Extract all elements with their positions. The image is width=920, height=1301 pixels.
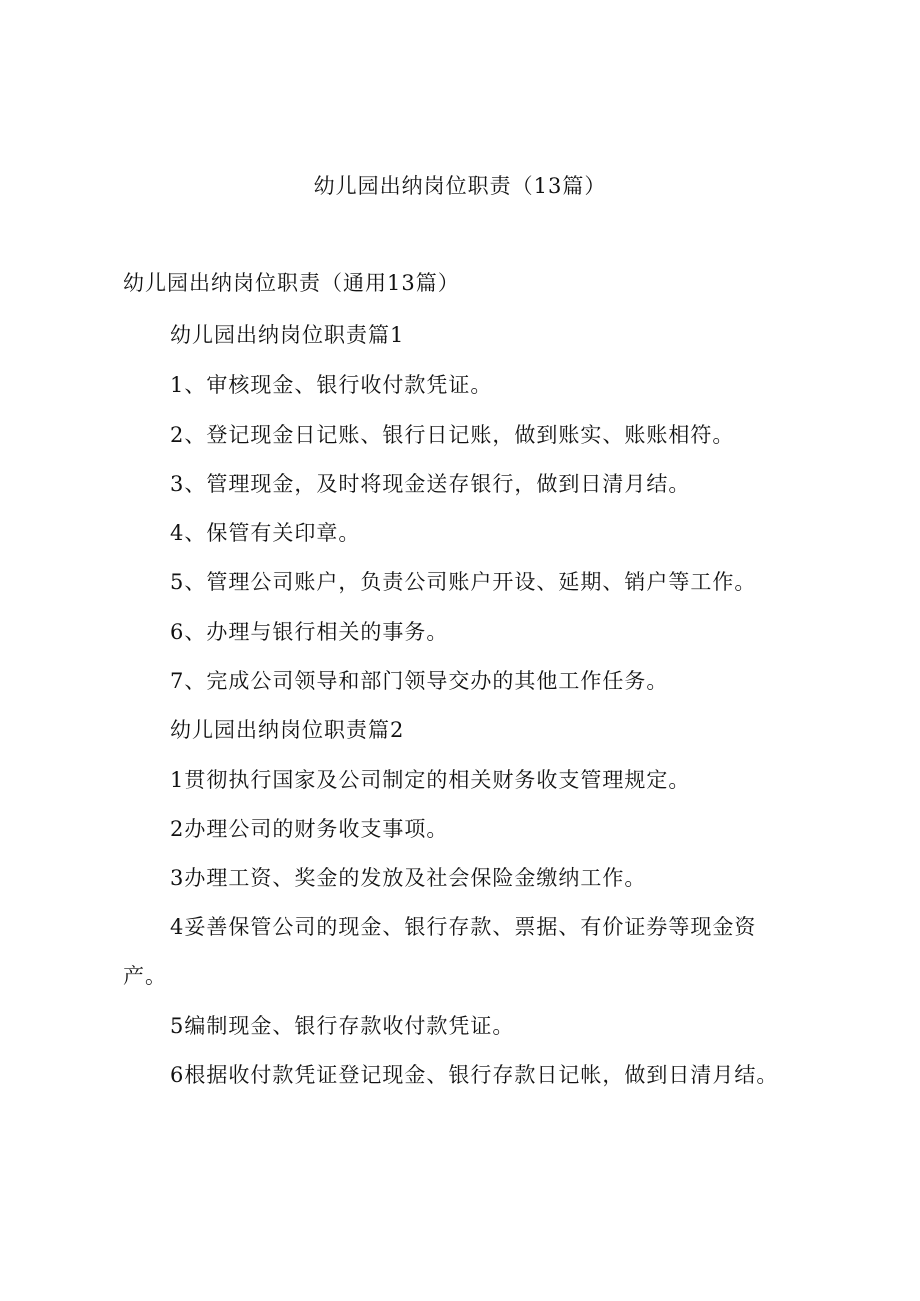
list-item-continuation: 产。	[123, 964, 167, 988]
list-item: 6根据收付款凭证登记现金、银行存款日记帐，做到日清月结。	[170, 1063, 779, 1087]
list-item: 2办理公司的财务收支事项。	[170, 817, 449, 841]
list-item: 1、审核现金、银行收付款凭证。	[170, 373, 493, 397]
list-item: 2、登记现金日记账、银行日记账，做到账实、账账相符。	[170, 423, 735, 447]
list-item: 4妥善保管公司的现金、银行存款、票据、有价证券等现金资	[170, 915, 757, 939]
section-heading-2: 幼儿园出纳岗位职责篇2	[170, 718, 405, 742]
list-item: 6、办理与银行相关的事务。	[170, 620, 449, 644]
document-title: 幼儿园出纳岗位职责（13篇）	[313, 174, 607, 198]
list-item: 3办理工资、奖金的发放及社会保险金缴纳工作。	[170, 866, 647, 890]
list-item: 1贯彻执行国家及公司制定的相关财务收支管理规定。	[170, 768, 691, 792]
list-item: 5、管理公司账户，负责公司账户开设、延期、销户等工作。	[170, 570, 757, 594]
document-subtitle: 幼儿园出纳岗位职责（通用13篇）	[123, 271, 460, 295]
list-item: 5编制现金、银行存款收付款凭证。	[170, 1014, 515, 1038]
list-item: 7、完成公司领导和部门领导交办的其他工作任务。	[170, 669, 669, 693]
section-heading-1: 幼儿园出纳岗位职责篇1	[170, 323, 405, 347]
list-item: 4、保管有关印章。	[170, 521, 361, 545]
list-item: 3、管理现金，及时将现金送存银行，做到日清月结。	[170, 472, 691, 496]
